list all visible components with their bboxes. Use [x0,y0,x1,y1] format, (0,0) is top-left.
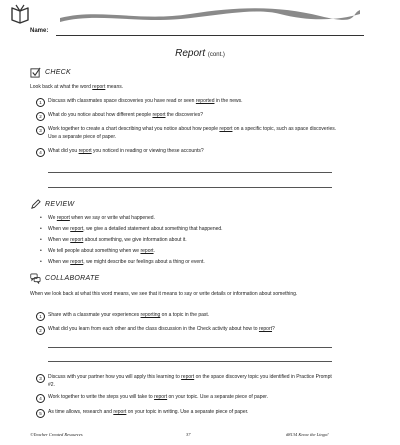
item-text-pre: Discuss with your partner how you will apply this learning to [48,374,182,380]
speech-bubbles-icon [30,273,41,284]
item-text-word: report [219,126,233,132]
check-intro-post: means. [105,84,124,90]
title-sub: (cont.) [207,52,225,58]
review-section-header [30,198,74,210]
item-text-word: report [181,374,195,380]
item-number: 3 [36,374,45,383]
item-number: 1 [36,98,45,107]
item-text-pre: Work together to write the steps you will take to [48,394,155,400]
collaborate-section-header [30,272,100,284]
bullet-text [48,215,338,222]
bullet-text-pre: When we [48,259,71,265]
item-text-post: on a specific topic, such as space discoveries. Use a separate piece of paper. [48,126,337,140]
item-text [48,98,338,106]
check-heading: CHECK [45,68,72,76]
name-label: Name: [30,28,49,34]
name-input-line[interactable] [56,35,364,36]
item-text [48,374,338,389]
bullet-text-word: report [70,226,84,232]
item-text-word: report [258,326,273,332]
item-text [48,112,338,120]
collaborate-intro: When we look back at what this word means, we see that it means to say or write details or information about something. [30,291,298,297]
pencil-icon [30,199,41,210]
item-text-pre: What did you learn from each other and the class discussion in the Check activity about how to [48,326,259,332]
answer-line[interactable] [48,172,332,173]
item-text-post: on your topic. Use a separate piece of paper. [167,394,269,400]
bullet-text [48,237,338,244]
item-text [48,126,338,141]
bullet-text-post: , we give a detailed statement about something that happened. [83,226,223,232]
bullet-text-pre: We [48,215,57,221]
item-number: 4 [36,394,45,403]
item-text [48,394,338,402]
open-book-icon [10,4,30,24]
bullet-text-post: . [153,248,155,254]
item-number: 1 [36,312,45,321]
answer-line[interactable] [48,187,332,188]
item-text-pre: Work together to create a chart describing what you notice about how people [48,126,220,132]
bullet-text-word: report [56,215,70,221]
footer-publisher: ©Teacher Created Resources [30,432,83,437]
bullet-dot: • [40,248,42,254]
bullet-text-word: report [70,259,84,265]
item-text [48,148,338,156]
item-text-post: the discoveries? [165,112,204,118]
item-number: 2 [36,112,45,121]
answer-line[interactable] [48,347,332,348]
bullet-text-pre: When we [48,226,71,232]
title-main: Report [175,48,206,59]
bullet-dot: • [40,226,42,232]
item-number: 4 [36,148,45,157]
page-title [0,48,400,59]
bullet-text-word: report [140,248,154,254]
item-text-post: on a topic in the past. [160,312,210,318]
item-text-word: report [152,112,166,118]
item-text-post: ? [272,326,275,332]
item-text-pre: Discuss with classmates space discoveries you have read or seen [48,98,196,104]
item-text [48,312,338,320]
item-text-post: in the news. [214,98,243,104]
item-text-word: report [113,409,127,415]
item-text-word: report [78,148,92,154]
item-text [48,326,338,334]
collaborate-heading: COLLABORATE [45,274,100,282]
bullet-dot: • [40,259,42,265]
bullet-text-word: report [70,237,84,243]
item-text-word: reporting [140,312,161,318]
item-text-pre: Share with a classmate your experiences [48,312,141,318]
name-row [30,28,370,40]
check-intro-word: report [92,84,106,90]
bullet-text-pre: We tell people about something when we [48,248,141,254]
bullet-text-post: , we might describe our feelings about a thing or event. [83,259,205,265]
decorative-swoosh [60,4,360,24]
item-text-word: report [154,394,168,400]
review-heading: REVIEW [45,200,75,208]
item-number: 5 [36,409,45,418]
item-text-post: on the space discovery topic you identified in Practice Prompt #2. [48,374,332,388]
item-text-pre: What did you [48,148,79,154]
bullet-text-post: when we say or write what happened. [69,215,155,221]
item-text [48,409,338,417]
check-intro-pre: Look back at what the word [30,84,93,90]
item-text-post: you noticed in reading or viewing these accounts? [91,148,204,154]
item-text-pre: As time allows, research and [48,409,114,415]
checkbox-checked-icon [30,67,41,78]
item-text-word: reported [195,98,215,104]
item-text-post: on your topic in writing. Use a separate piece of paper. [126,409,249,415]
bullet-text-post: about something, we give information about it. [83,237,187,243]
bullet-dot: • [40,215,42,221]
bullet-dot: • [40,237,42,243]
footer-page-number: 37 [186,432,191,437]
bullet-text-pre: When we [48,237,71,243]
bullet-text [48,248,338,255]
check-section-header [30,66,71,78]
item-text-pre: What do you notice about how different people [48,112,153,118]
check-intro [30,84,350,92]
answer-line[interactable] [48,361,332,362]
bullet-text [48,226,338,233]
footer-book-title: #8134 Know the Lingo! [286,432,329,437]
item-number: 3 [36,126,45,135]
bullet-text [48,259,338,266]
item-number: 2 [36,326,45,335]
